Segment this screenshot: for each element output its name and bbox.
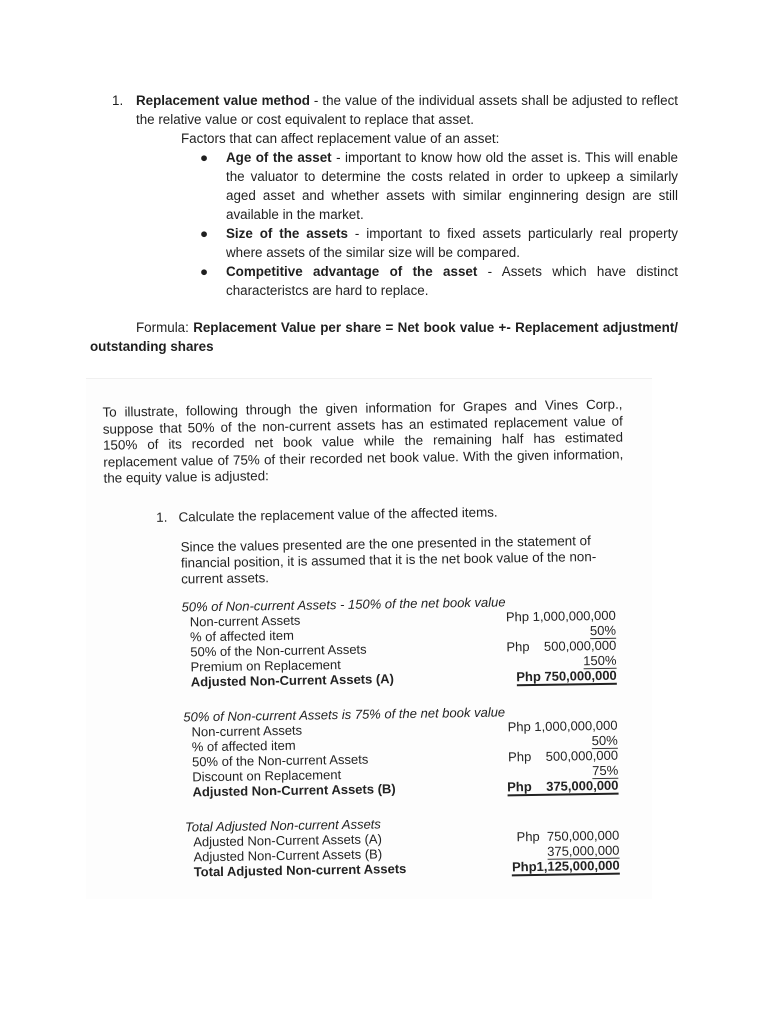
block-header: 50% of Non-current Assets - 150% of the net book value: [181, 594, 506, 615]
replacement-value-definition: [136, 91, 678, 129]
factor-text: - important to fixed assets particularly real property where assets of the similar size will be compared.: [226, 226, 678, 260]
bullet-icon: ●: [200, 264, 209, 279]
list-item: [200, 262, 678, 300]
formula: [90, 318, 678, 356]
block-total: [185, 812, 632, 879]
table-row: Adjusted Non-Current Assets (A) Php 750,000,000: [190, 667, 617, 690]
table-row: Total Adjusted Non-current Assets Php1,125,000,000: [193, 857, 620, 880]
bullet-icon: ●: [200, 226, 209, 241]
table-row: Non-current Assets Php 1,000,000,000: [189, 607, 616, 630]
bullet-icon: ●: [200, 150, 209, 165]
table-row: Discount on Replacement 75%: [192, 762, 619, 785]
term-description: - the value of the individual assets shall be adjusted to reflect the relative value or cost equivalent to replace that asset.: [136, 93, 678, 127]
factor-list: [200, 148, 678, 300]
table-row: % of affected item 50%: [191, 732, 618, 755]
illustration-intro: To illustrate, following through the given information for Grapes and Vines Corp., suppose that 50% of the non-current assets has an estimated replacement value of 150% of its recorded net book value while the remaining half has estimated replacement value of 75% of their recorded net book value. With the given information, the equity value is adjusted:: [102, 396, 624, 486]
term: Replacement value method: [136, 93, 310, 108]
formula-text: Replacement Value per share = Net book value +- Replacement adjustment/ outstanding shares: [90, 320, 678, 354]
block-b: [183, 703, 630, 800]
assumption-text: Since the values presented are the one presented in the statement of financial position, it is assumed that it is the net book value of the non-current assets.: [180, 533, 597, 587]
table-row: % of affected item 50%: [189, 622, 617, 645]
factors-intro: Factors that can affect replacement value of an asset:: [181, 131, 500, 146]
list-item: [200, 148, 678, 224]
table-row: 50% of the Non-current Assets Php 500,000,000: [191, 747, 619, 770]
factor-term: Age of the asset: [226, 150, 332, 165]
factor-text: - Assets which have distinct characteristcs are hard to replace.: [226, 264, 678, 298]
list-number: 1.: [112, 93, 124, 108]
step-text: Calculate the replacement value of the affected items.: [178, 504, 498, 525]
scanned-illustration: [86, 378, 652, 899]
table-row: Premium on Replacement 150%: [190, 652, 617, 675]
table-row: 50% of the Non-current Assets Php 500,000,000: [190, 637, 617, 660]
block-header: Total Adjusted Non-current Assets: [184, 816, 381, 835]
table-row: Non-current Assets Php 1,000,000,000: [191, 717, 618, 740]
factor-term: Size of the assets: [226, 226, 348, 241]
table-row: Adjusted Non-Current Assets (B) 375,000,000: [193, 842, 620, 865]
list-item: [200, 224, 678, 262]
factor-text: - important to know how old the asset is. This will enable the valuator to determine the costs related in order to upkeep a similarly aged asset and whether assets with similar enginnering design are still available in the market.: [226, 150, 679, 222]
step-heading: [156, 505, 498, 526]
table-row: Adjusted Non-Current Assets (A) Php 750,000,000: [193, 827, 620, 850]
block-header: 50% of Non-current Assets is 75% of the net book value: [183, 704, 506, 725]
table-row: Adjusted Non-Current Assets (B) Php 375,000,000: [192, 777, 619, 800]
block-a: [181, 593, 628, 690]
step-number: 1.: [156, 509, 168, 525]
factor-term: Competitive advantage of the asset: [226, 264, 478, 279]
formula-label: Formula:: [136, 320, 194, 335]
